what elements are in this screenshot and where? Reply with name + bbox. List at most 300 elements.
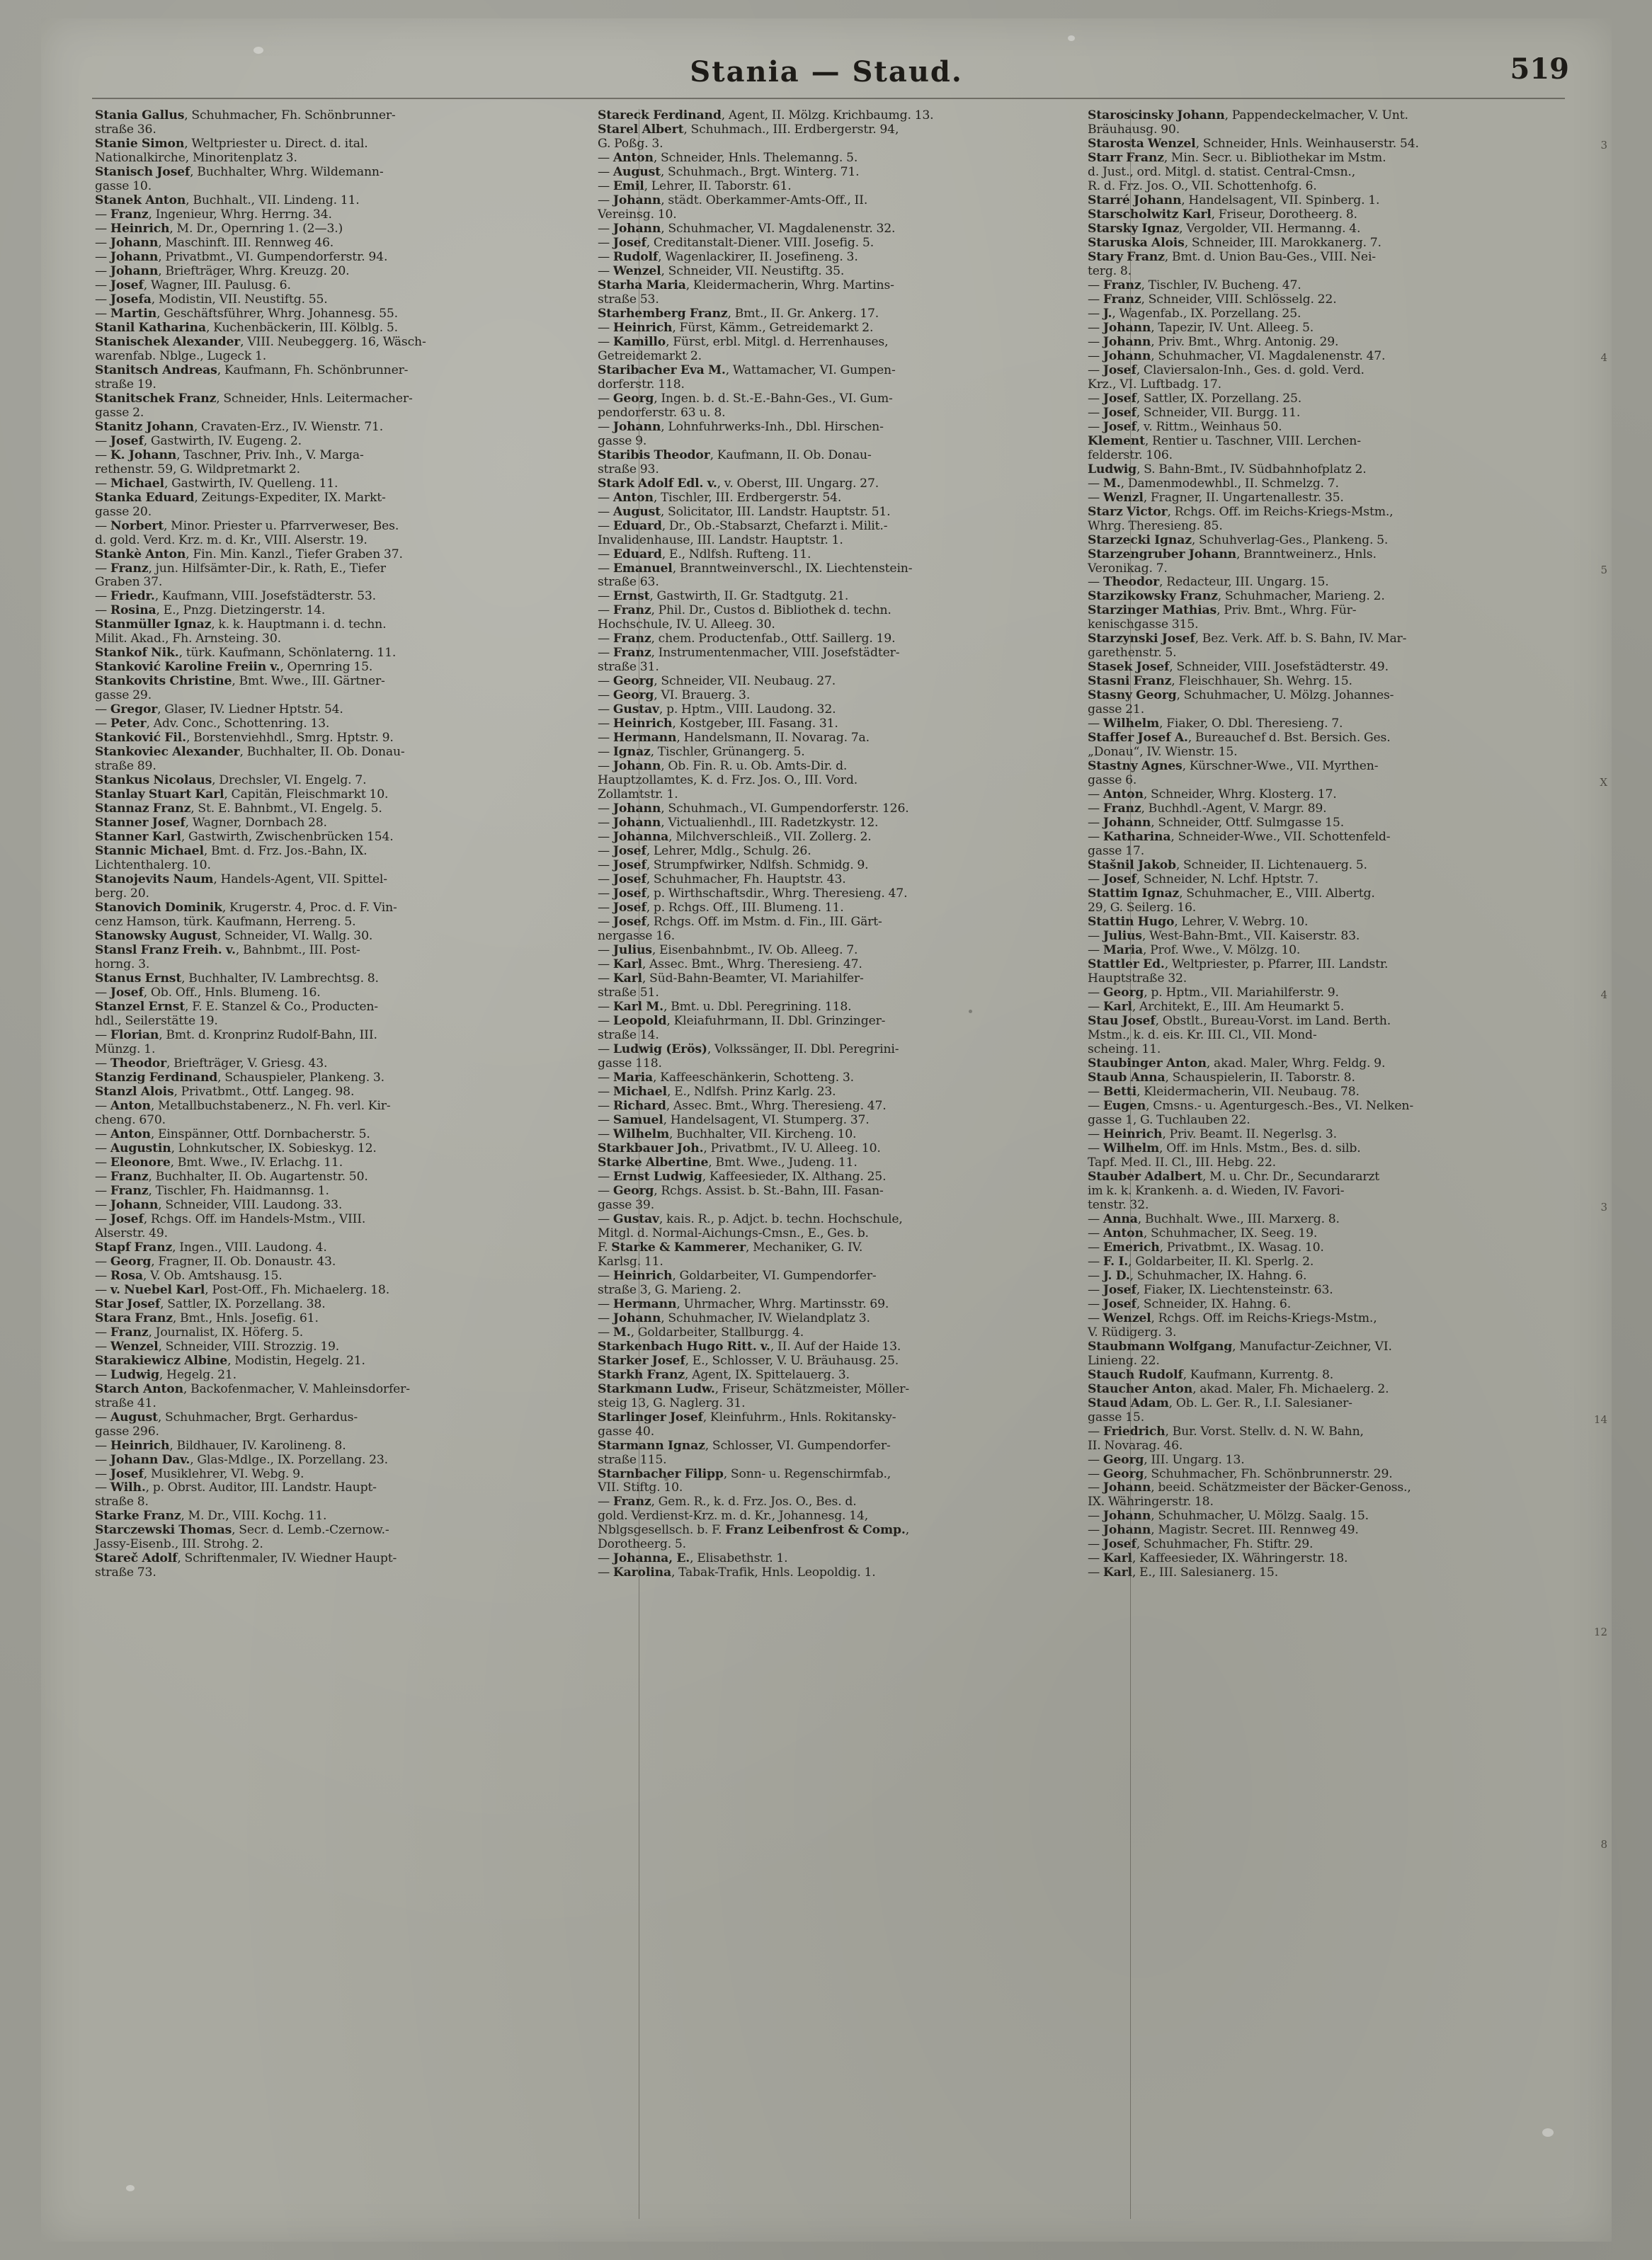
directory-entry-line: Stau Josef, Obstlt., Bureau-Vorst. im Land. Berth. [1088, 1014, 1391, 1028]
directory-entry-line: Stankovits Christine, Bmt. Wwe., III. Gärtner- [95, 674, 385, 689]
directory-entry-line: — Rosa, V. Ob. Amtshausg. 15. [95, 1268, 283, 1283]
directory-entry-line: Starkh Franz, Agent, IX. Spittelauerg. 3. [598, 1367, 850, 1382]
directory-entry-line: Hauptzollamtes, K. d. Frz. Jos. O., III. Vord. [598, 773, 858, 788]
directory-entry-line: tenstr. 32. [1088, 1197, 1149, 1212]
directory-entry-line: Starmann Ignaz, Schlosser, VI. Gumpendorfer- [598, 1438, 891, 1453]
directory-entry-line: — Josef, Rchgs. Off. im Mstm. d. Fin., III. Gärt- [598, 915, 882, 930]
directory-entry-line: kenischgasse 315. [1088, 617, 1199, 632]
directory-entry-line: terg. 8. [1088, 263, 1132, 278]
directory-entry-line: Star Josef, Sattler, IX. Porzellang. 38. [95, 1296, 326, 1311]
directory-entry-line: Starr Franz, Min. Secr. u. Bibliothekar im Mstm. [1088, 150, 1386, 165]
directory-entry-line: — Johann, Ob. Fin. R. u. Ob. Amts-Dir. d. [598, 759, 848, 774]
directory-entry-line: — Heinrich, Priv. Beamt. II. Negerlsg. 3. [1088, 1126, 1337, 1141]
directory-entry-line: Stanka Eduard, Zeitungs-Expediter, IX. Markt- [95, 490, 386, 505]
directory-entry-line: — Josef, Schneider, VII. Burgg. 11. [1088, 405, 1301, 420]
directory-entry-line: — Johann, Schneider, VIII. Laudong. 33. [95, 1197, 343, 1212]
directory-entry-line: Starke Franz, M. Dr., VIII. Kochg. 11. [95, 1509, 327, 1524]
directory-entry-line: Stanković Karoline Freiin v., Opernring 15. [95, 660, 373, 675]
directory-entry-line: — Kamillo, Fürst, erbl. Mitgl. d. Herrenhauses, [598, 334, 889, 349]
directory-entry-line: — Leopold, Kleiafuhrmann, II. Dbl. Grinzinger- [598, 1014, 886, 1028]
directory-entry-line: — Josef, Strumpfwirker, Ndlfsh. Schmidg. 9. [598, 858, 869, 873]
directory-entry-line: — Theodor, Redacteur, III. Ungarg. 15. [1088, 575, 1329, 590]
directory-entry-line: — Ernst, Gastwirth, II. Gr. Stadtgutg. 21. [598, 589, 849, 604]
directory-entry-line: Stankoviec Alexander, Buchhalter, II. Ob. Donau- [95, 745, 405, 760]
directory-entry-line: Stannic Michael, Bmt. d. Frz. Jos.-Bahn, IX. [95, 844, 368, 859]
directory-entry-line: gasse 296. [95, 1424, 159, 1439]
directory-entry-line: gasse 17. [1088, 844, 1145, 859]
directory-entry-line: — Josefa, Modistin, VII. Neustiftg. 55. [95, 292, 328, 307]
directory-entry-line: — Ernst Ludwig, Kaffeesieder, IX. Althang. 25. [598, 1169, 887, 1184]
directory-entry-line: 29, G. Seilerg. 16. [1088, 901, 1197, 915]
directory-entry-line: — Johann, Schuhmacher, VI. Magdalenenstr. 47. [1088, 348, 1386, 363]
directory-entry-line: Lichtenthalerg. 10. [95, 858, 211, 873]
directory-entry-line: — Heinrich, Fürst, Kämm., Getreidemarkt 2. [598, 320, 874, 335]
directory-entry-line: — Franz, Gem. R., k. d. Frz. Jos. O., Bes. d. [598, 1495, 857, 1509]
directory-entry-line: Stanovich Dominik, Krugerstr. 4, Proc. d. F. Vin- [95, 901, 397, 915]
directory-entry-line: — Franz, Buchhalter, II. Ob. Augartenstr. 50. [95, 1169, 368, 1184]
directory-entry-line: Stankus Nicolaus, Drechsler, VI. Engelg. 7. [95, 773, 367, 788]
directory-entry-line: R. d. Frz. Jos. O., VII. Schottenhofg. 6. [1088, 178, 1317, 193]
directory-entry-line: — Wilhelm, Buchhalter, VII. Kircheng. 10. [598, 1126, 857, 1141]
directory-entry-line: d. Just., ord. Mitgl. d. statist. Central-Cmsn., [1088, 164, 1356, 179]
directory-entry-line: — Wenzel, Schneider, VIII. Strozzig. 19. [95, 1339, 340, 1354]
directory-entry-line: Stareč Adolf, Schriftenmaler, IV. Wiedner Haupt- [95, 1551, 397, 1566]
directory-entry-line: — Johann, Victualienhdl., III. Radetzkystr. 12. [598, 816, 879, 831]
directory-entry-line: straße 14. [598, 1027, 659, 1042]
header-rule [92, 98, 1565, 99]
directory-entry-line: straße 51. [598, 986, 659, 1000]
directory-entry-line: Starker Josef, E., Schlosser, V. U. Bräuhausg. 25. [598, 1353, 899, 1368]
directory-entry-line: — Emerich, Privatbmt., IX. Wasag. 10. [1088, 1240, 1324, 1255]
directory-entry-line: — Anton, Tischler, III. Erdbergerstr. 54. [598, 490, 842, 505]
directory-entry-line: Stanowsky August, Schneider, VI. Wallg. 30. [95, 929, 373, 944]
directory-entry-line: — Franz, Schneider, VIII. Schlösselg. 22. [1088, 292, 1337, 307]
directory-entry-line: — Johann, Schuhmacher, IV. Wielandplatz 3. [598, 1311, 870, 1325]
directory-entry-line: Mitgl. d. Normal-Aichungs-Cmsn., E., Ges. b. [598, 1226, 869, 1240]
directory-entry-line: — Betti, Kleidermacherin, VII. Neubaug. 78. [1088, 1084, 1360, 1099]
directory-entry-line: — Eduard, E., Ndlfsh. Rufteng. 11. [598, 547, 811, 561]
directory-entry-line: — Michael, E., Ndlfsh. Prinz Karlg. 23. [598, 1084, 836, 1099]
directory-entry-line: im k. k. Krankenh. a. d. Wieden, IV. Favori- [1088, 1183, 1345, 1198]
directory-entry-line: — J., Wagenfab., IX. Porzellang. 25. [1088, 306, 1301, 321]
directory-entry-line: — Florian, Bmt. d. Kronprinz Rudolf-Bahn, III. [95, 1027, 377, 1042]
directory-entry-line: Starel Albert, Schuhmach., III. Erdbergerstr. 94, [598, 122, 899, 137]
directory-entry-line: straße 41. [95, 1396, 156, 1410]
directory-entry-line: Stanie Simon, Weltpriester u. Direct. d. ital. [95, 136, 368, 151]
directory-entry-line: — Maria, Kaffeeschänkerin, Schotteng. 3. [598, 1070, 854, 1085]
directory-entry-line: Stanojevits Naum, Handels-Agent, VII. Spittel- [95, 872, 387, 887]
directory-entry-line: straße 63. [598, 575, 659, 590]
directory-entry-line: Staruska Alois, Schneider, III. Marokkanerg. 7. [1088, 235, 1382, 250]
directory-entry-line: Stania Gallus, Schuhmacher, Fh. Schönbrunner- [95, 108, 396, 122]
directory-entry-line: Stašnil Jakob, Schneider, II. Lichtenauerg. 5. [1088, 858, 1367, 873]
directory-entry-line: Stanil Katharina, Kuchenbäckerin, III. Kölblg. 5. [95, 320, 398, 335]
directory-entry-line: — Johanna, Milchverschleiß., VII. Zollerg. 2. [598, 830, 872, 845]
directory-entry-line: — Anton, Schneider, Whrg. Klosterg. 17. [1088, 787, 1337, 802]
directory-entry-line: Starzengruber Johann, Branntweinerz., Hnls. [1088, 547, 1377, 561]
directory-entry-line: V. Rüdigerg. 3. [1088, 1325, 1177, 1340]
directory-entry-line: — Julius, Eisenbahnbmt., IV. Ob. Alleeg. 7. [598, 943, 858, 958]
directory-entry-line: — M., Goldarbeiter, Stallburgg. 4. [598, 1325, 804, 1340]
directory-entry-line: — Georg, III. Ungarg. 13. [1088, 1452, 1245, 1467]
directory-entry-line: Stark Adolf Edl. v., v. Oberst, III. Ungarg. 27. [598, 476, 879, 491]
directory-entry-line: — Rosina, E., Pnzg. Dietzingerstr. 14. [95, 603, 326, 618]
directory-entry-line: — Georg, Schneider, VII. Neubaug. 27. [598, 674, 836, 689]
directory-entry-line: — Michael, Gastwirth, IV. Quelleng. 11. [95, 476, 338, 491]
directory-entry-line: Staribacher Eva M., Wattamacher, VI. Gumpen- [598, 363, 896, 377]
directory-entry-line: Starré Johann, Handelsagent, VII. Spinberg. 1. [1088, 193, 1380, 207]
directory-entry-line: cheng. 670. [95, 1112, 166, 1127]
directory-entry-line: — Georg, Schuhmacher, Fh. Schönbrunnerstr. 29. [1088, 1466, 1393, 1481]
directory-entry-line: — Karl, Architekt, E., III. Am Heumarkt 5. [1088, 1000, 1345, 1015]
directory-entry-line: Starnbacher Filipp, Sonn- u. Regenschirmfab., [598, 1466, 891, 1481]
directory-entry-line: — Katharina, Schneider-Wwe., VII. Schottenfeld- [1088, 830, 1391, 845]
directory-entry-line: Starkmann Ludw., Friseur, Schätzmeister, Möller- [598, 1381, 910, 1396]
directory-entry-line: Stanner Karl, Gastwirth, Zwischenbrücken 154. [95, 830, 394, 845]
directory-entry-line: — Franz, chem. Productenfab., Ottf. Saillerg. 19. [598, 632, 896, 646]
directory-entry-line: Starzynski Josef, Bez. Verk. Aff. b. S. Bahn, IV. Mar- [1088, 632, 1407, 646]
directory-entry-line: — Josef, p. Wirthschaftsdir., Whrg. Theresieng. 47. [598, 886, 908, 901]
directory-entry-line: Starha Maria, Kleidermacherin, Whrg. Martins- [598, 278, 894, 292]
directory-entry-line: — Josef, Schneider, IX. Hahng. 6. [1088, 1296, 1292, 1311]
running-head: Stania — Staud. [690, 55, 963, 89]
directory-entry-line: Stary Franz, Bmt. d. Union Bau-Ges., VIII. Nei- [1088, 249, 1376, 264]
directory-entry-line: straße 93. [598, 462, 659, 476]
directory-entry-line: gasse 40. [598, 1424, 655, 1439]
directory-entry-line: — Johann, Maschinft. III. Rennweg 46. [95, 235, 334, 250]
directory-entry-line: berg. 20. [95, 886, 149, 901]
directory-entry-line: Stauch Rudolf, Kaufmann, Kurrentg. 8. [1088, 1367, 1334, 1382]
directory-entry-line: — Franz, Buchhdl.-Agent, V. Margr. 89. [1088, 801, 1327, 816]
directory-entry-line: Starz Victor, Rchgs. Off. im Reichs-Kriegs-Mstm., [1088, 504, 1394, 519]
directory-entry-line: — Franz, Ingenieur, Whrg. Herrng. 34. [95, 207, 332, 222]
directory-entry-line: — Johann, Briefträger, Whrg. Kreuzg. 20. [95, 263, 350, 278]
directory-entry-line: Stanisch Josef, Buchhalter, Whrg. Wildemann- [95, 164, 384, 179]
directory-entry-line: Zollamtstr. 1. [598, 787, 678, 802]
directory-entry-line: Stara Franz, Bmt., Hnls. Josefig. 61. [95, 1311, 319, 1325]
directory-entry-line: — Josef, Fiaker, IX. Liechtensteinstr. 63. [1088, 1282, 1333, 1297]
edge-mark: 8 [1600, 1838, 1607, 1851]
directory-entry-line: — Wilhelm, Off. im Hnls. Mstm., Bes. d. silb. [1088, 1141, 1361, 1155]
directory-entry-line: — Johann, Schneider, Ottf. Sulmgasse 15. [1088, 816, 1345, 831]
directory-entry-line: — Johann, Privatbmt., VI. Gumpendorferstr. 94. [95, 249, 388, 264]
directory-entry-line: Stareck Ferdinand, Agent, II. Mölzg. Krichbaumg. 13. [598, 108, 934, 122]
directory-entry-line: Stasek Josef, Schneider, VIII. Josefstädterstr. 49. [1088, 660, 1389, 675]
directory-entry-line: — Josef, Claviersalon-Inh., Ges. d. gold. Verd. [1088, 363, 1365, 377]
edge-marks [1582, 125, 1607, 2107]
directory-entry-line: cenz Hamson, türk. Kaufmann, Herreng. 5. [95, 915, 356, 930]
directory-entry-line: „Donau“, IV. Wienstr. 15. [1088, 745, 1238, 760]
directory-entry-line: Starzikowsky Franz, Schuhmacher, Marieng. 2. [1088, 589, 1385, 604]
directory-entry-line: IX. Währingerstr. 18. [1088, 1495, 1214, 1509]
paper-speck [254, 47, 263, 54]
directory-entry-line: — Franz, jun. Hilfsämter-Dir., k. Rath, E., Tiefer [95, 561, 386, 576]
directory-entry-line: gasse 29. [95, 688, 152, 703]
directory-entry-line: — Richard, Assec. Bmt., Whrg. Theresieng. 47. [598, 1098, 887, 1113]
directory-entry-line: — K. Johann, Taschner, Priv. Inh., V. Marga- [95, 447, 364, 462]
directory-entry-line: — Karl, E., III. Salesianerg. 15. [1088, 1565, 1279, 1580]
directory-entry-line: straße 89. [95, 759, 156, 774]
directory-entry-line: Stanlay Stuart Karl, Capitän, Fleischmarkt 10. [95, 787, 389, 802]
directory-entry-line: — Samuel, Handelsagent, VI. Stumperg. 37. [598, 1112, 870, 1127]
directory-entry-line: gasse 15. [1088, 1410, 1145, 1425]
directory-entry-line: — Johann, Schuhmach., VI. Gumpendorferstr. 126. [598, 801, 909, 816]
directory-entry-line: Karlsg. 11. [598, 1254, 663, 1269]
directory-entry-line: Stasny Georg, Schuhmacher, U. Mölzg. Johannes- [1088, 688, 1394, 703]
directory-entry-line: — Heinrich, Bildhauer, IV. Karolineng. 8. [95, 1438, 346, 1453]
directory-entry-line: — Ludwig, Hegelg. 21. [95, 1367, 237, 1382]
directory-entry-line: — Eduard, Dr., Ob.-Stabsarzt, Chefarzt i. Milit.- [598, 518, 888, 533]
directory-entry-line: — Anton, Einspänner, Ottf. Dornbacherstr. 5. [95, 1126, 370, 1141]
directory-entry-line: — August, Solicitator, III. Landstr. Hauptstr. 51. [598, 504, 891, 519]
directory-entry-line: Milit. Akad., Fh. Arnsteing. 30. [95, 632, 281, 646]
directory-entry-line: — Martin, Geschäftsführer, Whrg. Johannesg. 55. [95, 306, 398, 321]
directory-entry-line: — Franz, Phil. Dr., Custos d. Bibliothek d. techn. [598, 603, 891, 618]
directory-entry-line: — F. I., Goldarbeiter, II. Kl. Sperlg. 2. [1088, 1254, 1314, 1269]
directory-entry-line: — Josef, Ob. Off., Hnls. Blumeng. 16. [95, 986, 321, 1000]
directory-entry-line: — Friedr., Kaufmann, VIII. Josefstädterstr. 53. [95, 589, 376, 604]
directory-entry-line: — Peter, Adv. Conc., Schottenring. 13. [95, 717, 330, 731]
directory-entry-line: — Heinrich, Goldarbeiter, VI. Gumpendorfer- [598, 1268, 877, 1283]
directory-entry-line: — Emanuel, Branntweinverschl., IX. Liechtenstein- [598, 561, 913, 576]
directory-entry-line: Stanzl Alois, Privatbmt., Ottf. Langeg. 98. [95, 1084, 355, 1099]
directory-entry-line: Stankè Anton, Fin. Min. Kanzl., Tiefer Graben 37. [95, 547, 403, 561]
directory-entry-line: steig 13, G. Naglerg. 31. [598, 1396, 746, 1410]
edge-mark: 4 [1600, 988, 1607, 1001]
directory-entry-line: Dorotheerg. 5. [598, 1537, 686, 1552]
directory-entry-line: Stanitschek Franz, Schneider, Hnls. Leitermacher- [95, 391, 413, 406]
directory-entry-line: — Josef, Schuhmacher, Fh. Stiftr. 29. [1088, 1537, 1314, 1552]
directory-entry-line: — Johann, beeid. Schätzmeister der Bäcker-Genoss., [1088, 1480, 1411, 1495]
directory-entry-line: Stapf Franz, Ingen., VIII. Laudong. 4. [95, 1240, 327, 1255]
directory-entry-line: Stanitz Johann, Cravaten-Erz., IV. Wienstr. 71. [95, 419, 384, 434]
column-1 [95, 109, 585, 2219]
directory-entry-line: scheing. 11. [1088, 1041, 1161, 1056]
directory-entry-line: — Josef, p. Rchgs. Off., III. Blumeng. 11. [598, 901, 844, 915]
directory-entry-line: Starhemberg Franz, Bmt., II. Gr. Ankerg. 17. [598, 306, 879, 321]
page-number: 519 [1510, 52, 1569, 86]
directory-entry-line: — Maria, Prof. Wwe., V. Mölzg. 10. [1088, 943, 1301, 958]
directory-entry-line: — Josef, v. Rittm., Weinhaus 50. [1088, 419, 1282, 434]
directory-entry-line: Starke Albertine, Bmt. Wwe., Judeng. 11. [598, 1155, 858, 1170]
directory-entry-line: — Georg, Ingen. b. d. St.-E.-Bahn-Ges., VI. Gum- [598, 391, 893, 406]
directory-entry-line: Staucher Anton, akad. Maler, Fh. Michaelerg. 2. [1088, 1381, 1389, 1396]
directory-entry-line: — Karl, Assec. Bmt., Whrg. Theresieng. 47. [598, 957, 862, 972]
directory-entry-line: II. Novarag. 46. [1088, 1438, 1183, 1453]
directory-entry-line: — M., Damenmodewhbl., II. Schmelzg. 7. [1088, 476, 1339, 491]
directory-entry-line: gasse 39. [598, 1197, 655, 1212]
directory-entry-line: — Wilhelm, Fiaker, O. Dbl. Theresieng. 7. [1088, 717, 1343, 731]
directory-entry-line: — Emil, Lehrer, II. Taborstr. 61. [598, 178, 792, 193]
column-divider-2 [1130, 109, 1131, 2219]
directory-entry-line: — Johann, städt. Oberkammer-Amts-Off., II. [598, 193, 868, 207]
directory-entry-line: — Karolina, Tabak-Trafik, Hnls. Leopoldig. 1. [598, 1565, 876, 1580]
paper-sheet [41, 18, 1612, 2242]
directory-entry-line: Starzecki Ignaz, Schuhverlag-Ges., Plankeng. 5. [1088, 532, 1389, 547]
directory-entry-line: — Josef, Schuhmacher, Fh. Hauptstr. 43. [598, 872, 846, 887]
column-2 [585, 109, 1075, 2219]
directory-entry-line: Nationalkirche, Minoritenplatz 3. [95, 150, 297, 165]
directory-columns [95, 109, 1565, 2219]
directory-entry-line: — Wenzl, Fragner, II. Ungartenallestr. 35. [1088, 490, 1344, 505]
column-3 [1075, 109, 1565, 2219]
directory-entry-line: — Anton, Schneider, Hnls. Thelemanng. 5. [598, 150, 858, 165]
edge-mark: 5 [1600, 564, 1607, 576]
directory-entry-line: gasse 21. [1088, 702, 1145, 717]
directory-entry-line: — Franz, Tischler, Fh. Haidmannsg. 1. [95, 1183, 329, 1198]
directory-entry-line: Stansl Franz Freih. v., Bahnbmt., III. Post- [95, 943, 360, 958]
directory-entry-line: Klement, Rentier u. Taschner, VIII. Lerchen- [1088, 433, 1361, 448]
directory-entry-line: Graben 37. [95, 575, 163, 590]
directory-entry-line: — Anton, Metallbuchstabenerz., N. Fh. verl. Kir- [95, 1098, 391, 1113]
directory-entry-line: pendorferstr. 63 u. 8. [598, 405, 726, 420]
directory-entry-line: Staub Anna, Schauspielerin, II. Taborstr. 8. [1088, 1070, 1355, 1085]
directory-entry-line: — J. D., Schuhmacher, IX. Hahng. 6. [1088, 1268, 1307, 1283]
directory-entry-line: Staubmann Wolfgang, Manufactur-Zeichner, VI. [1088, 1339, 1392, 1354]
directory-entry-line: Staribis Theodor, Kaufmann, II. Ob. Donau- [598, 447, 872, 462]
directory-entry-line: Stastny Agnes, Kürschner-Wwe., VII. Myrthen- [1088, 759, 1379, 774]
directory-entry-line: — Heinrich, Kostgeber, III. Fasang. 31. [598, 717, 838, 731]
directory-entry-line: — Josef, Schneider, N. Lchf. Hptstr. 7. [1088, 872, 1318, 887]
directory-entry-line: — Karl M., Bmt. u. Dbl. Peregrining. 118. [598, 1000, 852, 1015]
directory-entry-line: — Rudolf, Wagenlackirer, II. Josefineng. 3. [598, 249, 858, 264]
directory-entry-line: — Ludwig (Erös), Volkssänger, II. Dbl. Peregrini- [598, 1041, 899, 1056]
directory-entry-line: — Georg, Rchgs. Assist. b. St.-Bahn, III. Fasan- [598, 1183, 884, 1198]
directory-entry-line: Stanischek Alexander, VIII. Neubeggerg. 16, Wäsch- [95, 334, 426, 349]
directory-entry-line: — Josef, Sattler, IX. Porzellang. 25. [1088, 391, 1302, 406]
directory-entry-line: gasse 118. [598, 1056, 662, 1071]
directory-entry-line: Staroscinsky Johann, Pappendeckelmacher, V. Unt. [1088, 108, 1408, 122]
directory-entry-line: VII. Stiftg. 10. [598, 1480, 683, 1495]
directory-entry-line: Starscholwitz Karl, Friseur, Dorotheerg. 8. [1088, 207, 1357, 222]
directory-entry-line: straße 115. [598, 1452, 667, 1467]
directory-entry-line: — Ignaz, Tischler, Grünangerg. 5. [598, 745, 805, 760]
directory-entry-line: Stanzig Ferdinand, Schauspieler, Plankeng. 3. [95, 1070, 384, 1085]
directory-entry-line: d. gold. Verd. Krz. m. d. Kr., VIII. Alserstr. 19. [95, 532, 368, 547]
directory-entry-line: — Johann, Magistr. Secret. III. Rennweg 49. [1088, 1523, 1359, 1538]
directory-entry-line: Bräuhausg. 90. [1088, 122, 1180, 137]
directory-entry-line: Stauber Adalbert, M. u. Chr. Dr., Secundararzt [1088, 1169, 1380, 1184]
directory-entry-line: — Franz, Instrumentenmacher, VIII. Josefstädter- [598, 646, 900, 661]
directory-entry-line: warenfab. Nblge., Lugeck 1. [95, 348, 267, 363]
directory-entry-line: Stanković Fil., Borstenviehhdl., Smrg. Hptstr. 9. [95, 731, 394, 746]
directory-entry-line: — Anton, Schuhmacher, IX. Seeg. 19. [1088, 1226, 1318, 1240]
directory-entry-line: — Josef, Lehrer, Mdlg., Schulg. 26. [598, 844, 811, 859]
directory-entry-line: Stattin Hugo, Lehrer, V. Webrg. 10. [1088, 915, 1309, 930]
directory-entry-line: Stanitsch Andreas, Kaufmann, Fh. Schönbrunner- [95, 363, 409, 377]
directory-entry-line: felderstr. 106. [1088, 447, 1173, 462]
directory-entry-line: — Johann, Tapezir, IV. Unt. Alleeg. 5. [1088, 320, 1314, 335]
directory-entry-line: — Johanna, E., Elisabethstr. 1. [598, 1551, 788, 1566]
directory-entry-line: — Theodor, Briefträger, V. Griesg. 43. [95, 1056, 328, 1071]
directory-entry-line: garethenstr. 5. [1088, 646, 1177, 661]
directory-entry-line: — August, Schuhmacher, Brgt. Gerhardus- [95, 1410, 358, 1425]
directory-entry-line: Starlinger Josef, Kleinfuhrm., Hnls. Rokitansky- [598, 1410, 896, 1425]
directory-entry-line: — Josef, Wagner, III. Paulusg. 6. [95, 278, 291, 292]
directory-entry-line: Tapf. Med. II. Cl., III. Hebg. 22. [1088, 1155, 1276, 1170]
directory-entry-line: — Karl, Süd-Bahn-Beamter, VI. Mariahilfer- [598, 971, 864, 986]
directory-entry-line: straße 31. [598, 660, 659, 675]
directory-entry-line: Stattler Ed., Weltpriester, p. Pfarrer, III. Landstr. [1088, 957, 1389, 972]
directory-entry-line: nergasse 16. [598, 929, 676, 944]
directory-entry-line: Stanzel Ernst, F. E. Stanzel & Co., Producten- [95, 1000, 378, 1015]
directory-entry-line: Stankof Nik., türk. Kaufmann, Schönlaterng. 11. [95, 646, 397, 661]
directory-entry-line: Ludwig, S. Bahn-Bmt., IV. Südbahnhofplatz 2. [1088, 462, 1367, 476]
directory-entry-line: hdl., Seilerstätte 19. [95, 1014, 218, 1028]
directory-entry-line: Stannaz Franz, St. E. Bahnbmt., VI. Engelg. 5. [95, 801, 382, 816]
edge-mark: 3 [1600, 1201, 1607, 1214]
directory-entry-line: Starakiewicz Albine, Modistin, Hegelg. 21. [95, 1353, 365, 1368]
directory-entry-line: Getreidemarkt 2. [598, 348, 702, 363]
directory-entry-line: — Norbert, Minor. Priester u. Pfarrverweser, Bes. [95, 518, 399, 533]
directory-entry-line: — Anna, Buchhalt. Wwe., III. Marxerg. 8. [1088, 1211, 1340, 1226]
directory-entry-line: gasse 1, G. Tuchlauben 22. [1088, 1112, 1251, 1127]
directory-entry-line: dorferstr. 118. [598, 377, 685, 392]
directory-entry-line: — Eleonore, Bmt. Wwe., IV. Erlachg. 11. [95, 1155, 343, 1170]
directory-entry-line: Invalidenhause, III. Landstr. Hauptstr. 1. [598, 532, 843, 547]
directory-entry-line: straße 53. [598, 292, 659, 307]
directory-entry-line: — Johann Dav., Glas-Mdlge., IX. Porzellang. 23. [95, 1452, 388, 1467]
directory-entry-line: F. Starke & Kammerer, Mechaniker, G. IV. [598, 1240, 863, 1255]
directory-entry-line: gasse 20. [95, 504, 152, 519]
directory-entry-line: — Josef, Musiklehrer, VI. Webg. 9. [95, 1466, 304, 1481]
directory-entry-line: — Julius, West-Bahn-Bmt., VII. Kaiserstr. 83. [1088, 929, 1360, 944]
directory-entry-line: Hauptstraße 32. [1088, 971, 1187, 986]
directory-entry-line: Stanner Josef, Wagner, Dornbach 28. [95, 816, 327, 831]
directory-entry-line: Whrg. Theresieng. 85. [1088, 518, 1223, 533]
edge-mark: 12 [1593, 1626, 1607, 1638]
directory-entry-line: — Augustin, Lohnkutscher, IX. Sobieskyg. 12. [95, 1141, 377, 1155]
directory-entry-line: — Georg, p. Hptm., VII. Mariahilferstr. 9. [1088, 986, 1339, 1000]
directory-entry-line: rethenstr. 59, G. Wildpretmarkt 2. [95, 462, 300, 476]
directory-entry-line: gold. Verdienst-Krz. m. d. Kr., Johannesg. 14, [598, 1509, 869, 1524]
directory-entry-line: — Wilh., p. Obrst. Auditor, III. Landstr. Haupt- [95, 1480, 377, 1495]
directory-entry-line: — Eugen, Cmsns.- u. Agenturgesch.-Bes., VI. Nelken- [1088, 1098, 1413, 1113]
directory-entry-line: — Josef, Gastwirth, IV. Eugeng. 2. [95, 433, 302, 448]
directory-entry-line: — Wenzel, Schneider, VII. Neustiftg. 35. [598, 263, 845, 278]
directory-entry-line: gasse 6. [1088, 773, 1137, 788]
directory-entry-line: Hochschule, IV. U. Alleeg. 30. [598, 617, 775, 632]
directory-entry-line: Starsky Ignaz, Vergolder, VII. Hermanng. 4. [1088, 221, 1361, 236]
directory-entry-line: Starch Anton, Backofenmacher, V. Mahleinsdorfer- [95, 1381, 410, 1396]
directory-entry-line: straße 73. [95, 1565, 156, 1580]
directory-entry-line: straße 3, G. Marieng. 2. [598, 1282, 741, 1297]
directory-entry-line: Vereinsg. 10. [598, 207, 677, 222]
directory-entry-line: Münzg. 1. [95, 1041, 156, 1056]
directory-entry-line: — Georg, VI. Brauerg. 3. [598, 688, 751, 703]
directory-entry-line: — Johann, Lohnfuhrwerks-Inh., Dbl. Hirschen- [598, 419, 884, 434]
directory-entry-line: — Josef, Creditanstalt-Diener. VIII. Josefig. 5. [598, 235, 875, 250]
directory-entry-line: Nblgsgesellsch. b. F. Franz Leibenfrost & Comp., [598, 1523, 910, 1538]
edge-mark: X [1600, 776, 1607, 789]
directory-entry-line: — Friedrich, Bur. Vorst. Stellv. d. N. W. Bahn, [1088, 1424, 1364, 1439]
edge-mark: 4 [1600, 351, 1607, 364]
directory-entry-line: — Georg, Fragner, II. Ob. Donaustr. 43. [95, 1254, 336, 1269]
directory-entry-line: — August, Schuhmach., Brgt. Winterg. 71. [598, 164, 860, 179]
directory-entry-line: Stanus Ernst, Buchhalter, IV. Lambrechtsg. 8. [95, 971, 379, 986]
directory-entry-line: — Johann, Schuhmacher, U. Mölzg. Saalg. 15. [1088, 1509, 1369, 1524]
directory-entry-line: — Hermann, Handelsmann, II. Novarag. 7a. [598, 731, 870, 746]
directory-entry-line: Staffer Josef A., Bureauchef d. Bst. Bersich. Ges. [1088, 731, 1391, 746]
directory-entry-line: — Gregor, Glaser, IV. Liedner Hptstr. 54. [95, 702, 343, 717]
edge-mark: 3 [1600, 139, 1607, 152]
directory-entry-line: — Johann, Schuhmacher, VI. Magdalenenstr. 32. [598, 221, 896, 236]
directory-entry-line: Krz., VI. Luftbadg. 17. [1088, 377, 1221, 392]
directory-entry-line: — Franz, Tischler, IV. Bucheng. 47. [1088, 278, 1301, 292]
directory-entry-line: Starkenbach Hugo Ritt. v., II. Auf der Haide 13. [598, 1339, 901, 1354]
directory-entry-line: straße 8. [95, 1495, 149, 1509]
directory-entry-line: — Gustav, p. Hptm., VIII. Laudong. 32. [598, 702, 836, 717]
